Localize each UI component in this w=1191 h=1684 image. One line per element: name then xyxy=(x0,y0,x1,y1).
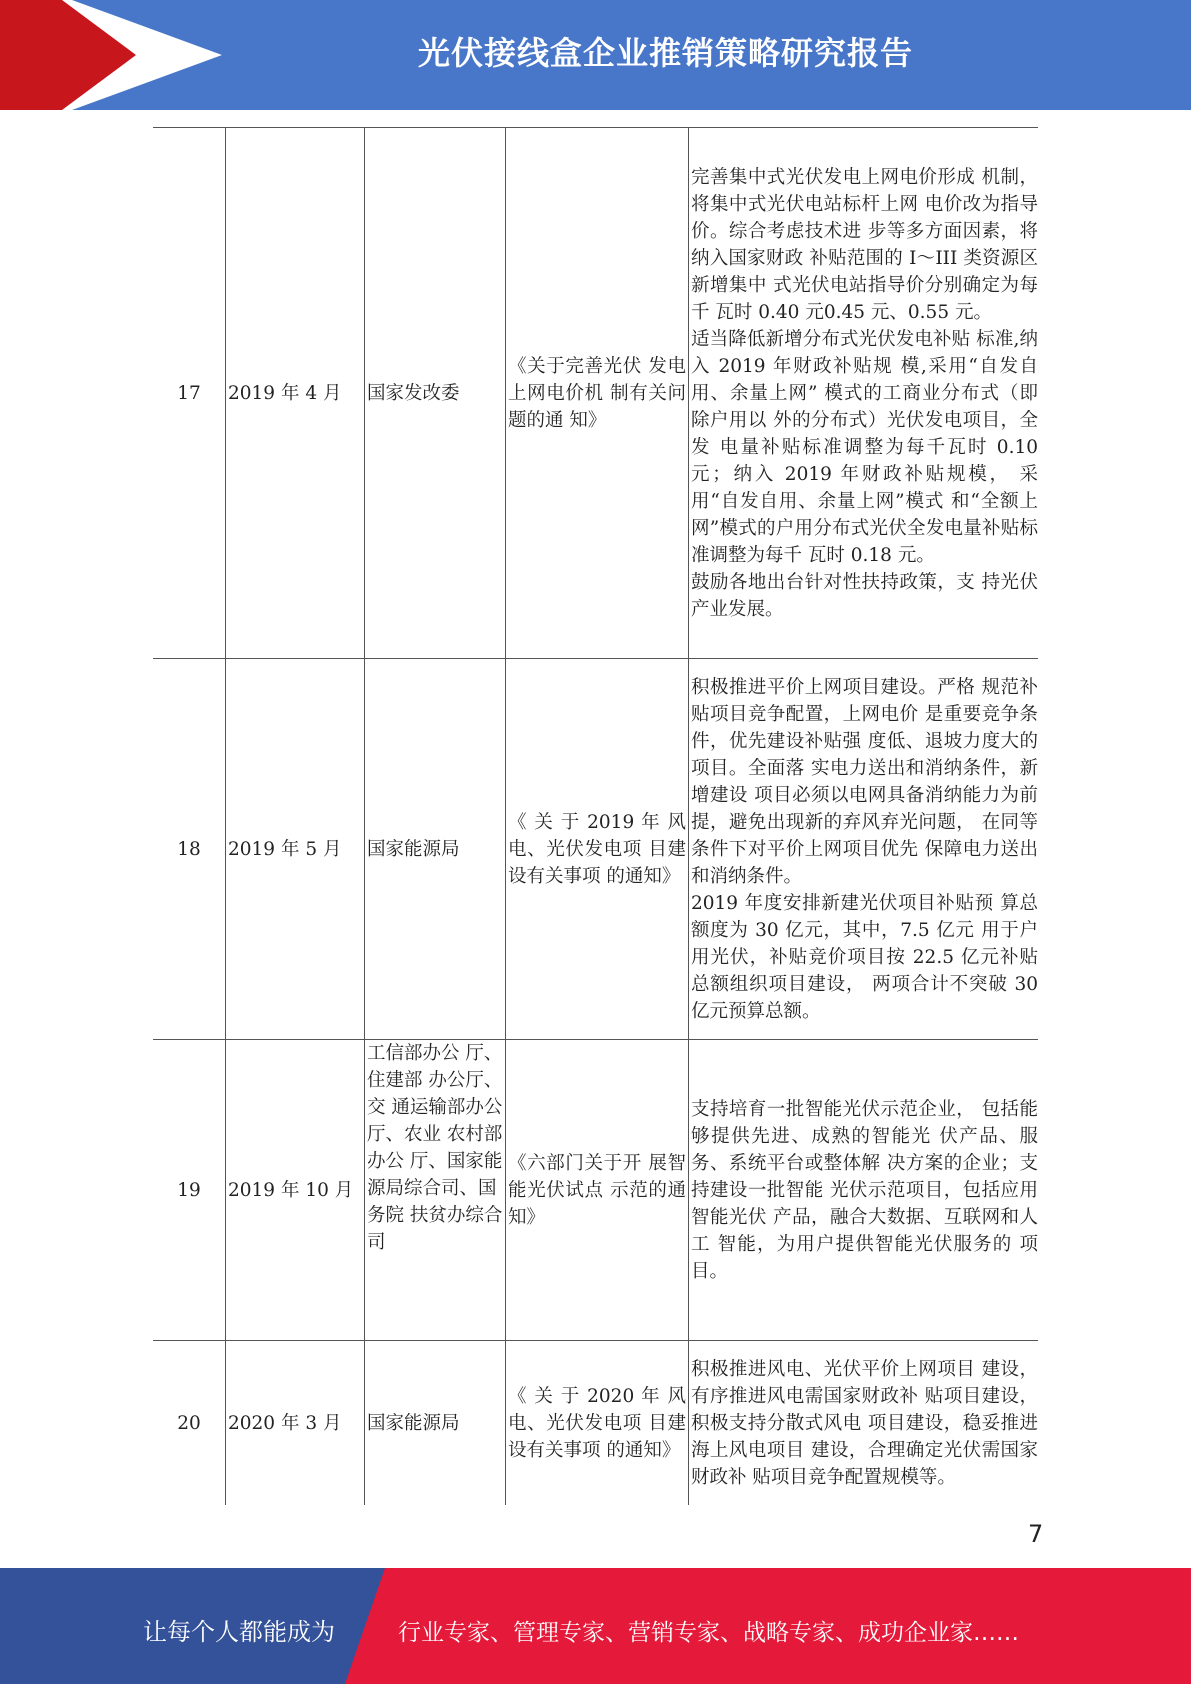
content-paragraph: 适当降低新增分布式光伏发电补贴 标准,纳入 2019 年财政补贴规 模,采用“自发自用、余量上网” 模式的工商业分布式（即除户用以 外的分布式）光伏发电项目，全发 电量补贴标准调整为每千瓦时 0.10 元；纳入 2019 年财政补贴规模， 采用“自发自用、余量上网”模式 和“全额上网”模式的户用分布式光伏全发电量补贴标准调整为每千 瓦时 0.18 元。 xyxy=(691,328,1038,566)
row-department: 国家能源局 xyxy=(365,659,506,1040)
row-document: 《关于完善光伏 发电上网电价机 制有关问题的通 知》 xyxy=(506,128,689,659)
table-row xyxy=(153,659,1038,1040)
footer-slogan-right: 行业专家、管理专家、营销专家、战略专家、成功企业家…… xyxy=(398,1620,1019,1646)
page-title: 光伏接线盒企业推销策略研究报告 xyxy=(417,34,913,72)
table-row xyxy=(153,1040,1038,1341)
row-date: 2019 年 4 月 xyxy=(226,128,365,659)
row-document: 《六部门关于开 展智能光伏试点 示范的通知》 xyxy=(506,1040,689,1341)
table-row xyxy=(153,128,1038,659)
footer-blue-slant xyxy=(345,1568,385,1684)
row-department: 国家能源局 xyxy=(365,1341,506,1506)
row-content xyxy=(689,128,1039,659)
content-paragraph: 完善集中式光伏发电上网电价形成 机制，将集中式光伏电站标杆上网 电价改为指导价。综合考虑技术进 步等多方面因素，将纳入国家财政 补贴范围的 I〜III 类资源区新增集中 式光伏电站指导价分别确定为每千 瓦时 0.40 元0.45 元、0.55 元。 xyxy=(691,166,1038,323)
footer-banner xyxy=(0,1568,1191,1684)
header-banner xyxy=(0,0,1191,110)
row-department: 工信部办公 厅、住建部 办公厅、交 通运输部办公厅、农业 农村部办公 厅、国家能 源局综合司、国务院 扶贫办综合 司 xyxy=(365,1040,506,1341)
row-number: 17 xyxy=(153,128,226,659)
row-date: 2019 年 10 月 xyxy=(226,1040,365,1341)
row-content xyxy=(689,1341,1039,1506)
content-paragraph: 2019 年度安排新建光伏项目补贴预 算总额度为 30 亿元，其中，7.5 亿元 用于户用光伏，补贴竞价项目按 22.5 亿元补贴总额组织项目建设， 两项合计不突破 30 亿元预算总额。 xyxy=(691,892,1038,1022)
row-document: 《 关 于 2020 年 风电、光伏发电项 目建设有关事项 的通知》 xyxy=(506,1341,689,1506)
row-number: 19 xyxy=(153,1040,226,1341)
row-department: 国家发改委 xyxy=(365,128,506,659)
content-paragraph: 积极推进平价上网项目建设。严格 规范补贴项目竞争配置，上网电价 是重要竞争条件，优先建设补贴强 度低、退坡力度大的项目。全面落 实电力送出和消纳条件，新增建设 项目必须以电网具备消纳能力为前 提，避免出现新的弃风弃光问题， 在同等条件下对平价上网项目优先 保障电力送出和消纳条件。 xyxy=(691,676,1038,887)
header-red-chevron xyxy=(0,0,62,110)
page-number: 7 xyxy=(1028,1520,1044,1548)
row-document: 《 关 于 2019 年 风电、光伏发电项 目建设有关事项 的通知》 xyxy=(506,659,689,1040)
row-content xyxy=(689,659,1039,1040)
table-row xyxy=(153,1341,1038,1506)
policy-table xyxy=(153,127,1038,1505)
content-paragraph: 积极推进风电、光伏平价上网项目 建设，有序推进风电需国家财政补 贴项目建设，积极支持分散式风电 项目建设，稳妥推进海上风电项目 建设，合理确定光伏需国家财政补 贴项目竞争配置规模等。 xyxy=(691,1358,1038,1488)
row-number: 20 xyxy=(153,1341,226,1506)
header-red-chevron-tip xyxy=(62,0,136,110)
content-paragraph: 支持培育一批智能光伏示范企业， 包括能够提供先进、成熟的智能光 伏产品、服务、系统平台或整体解 决方案的企业；支持建设一批智能 光伏示范项目，包括应用智能光伏 产品，融合大数据、互联网和人工 智能，为用户提供智能光伏服务的 项目。 xyxy=(691,1098,1038,1282)
policy-table-container xyxy=(153,127,1038,1505)
row-number: 18 xyxy=(153,659,226,1040)
footer-slogan-left: 让每个人都能成为 xyxy=(143,1618,335,1646)
row-content xyxy=(689,1040,1039,1341)
row-date: 2020 年 3 月 xyxy=(226,1341,365,1506)
content-paragraph: 鼓励各地出台针对性扶持政策，支 持光伏产业发展。 xyxy=(691,571,1038,620)
row-date: 2019 年 5 月 xyxy=(226,659,365,1040)
